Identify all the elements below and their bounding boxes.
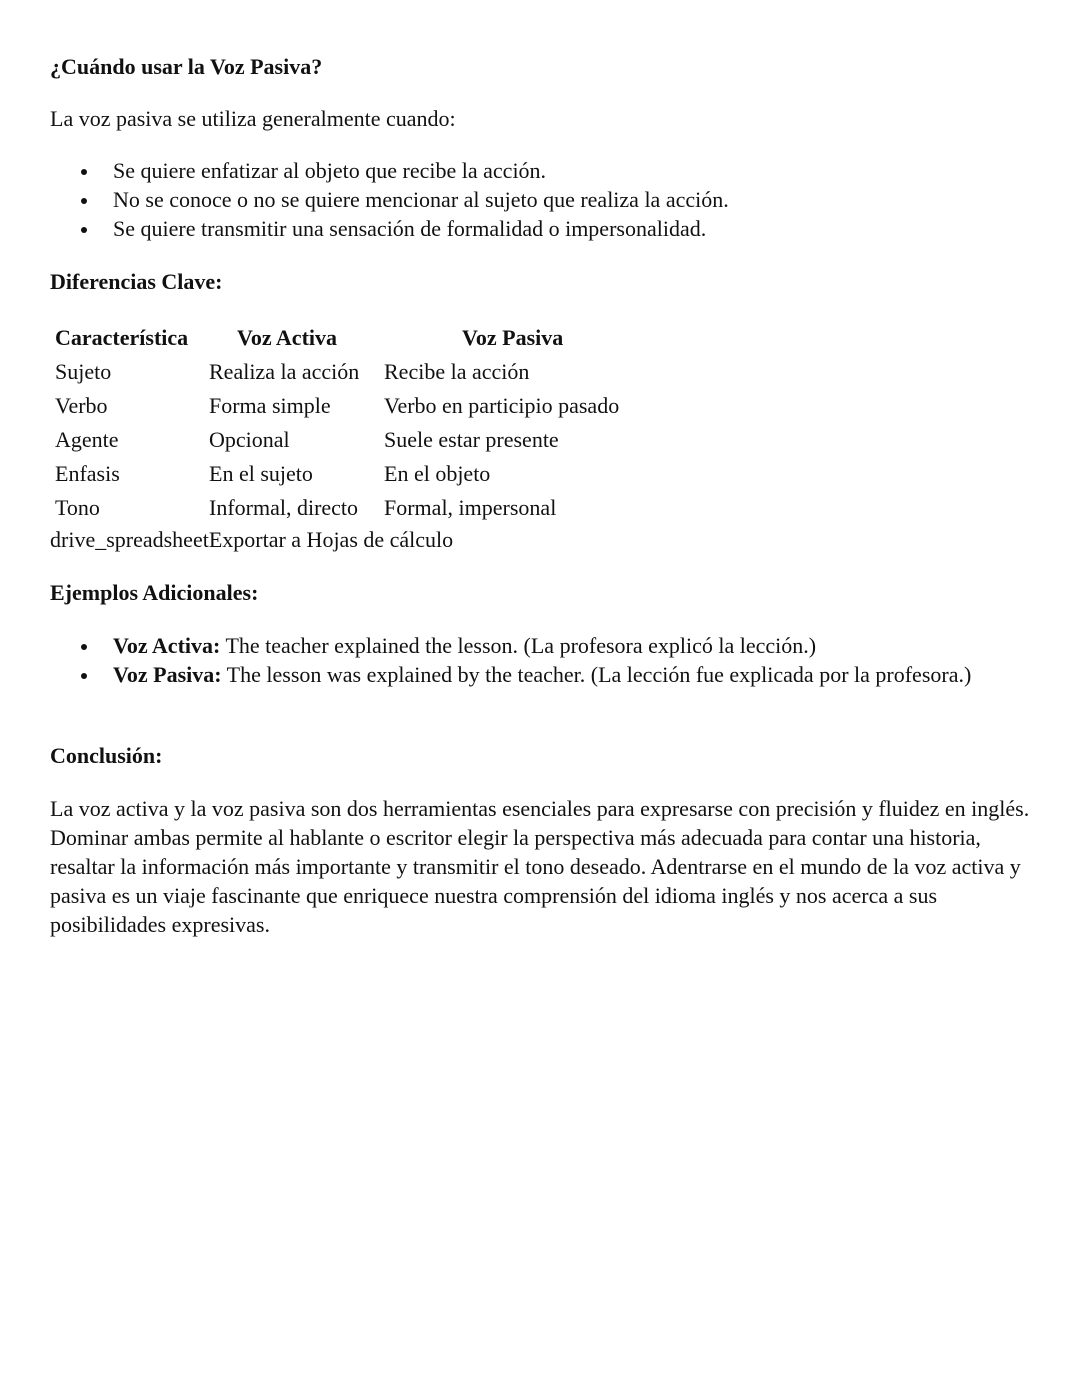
section-title: ¿Cuándo usar la Voz Pasiva? [50, 54, 323, 79]
conclusion-wrap [50, 794, 1035, 939]
table-header-cell: Característica [55, 325, 189, 350]
table-cell: Formal, impersonal [384, 495, 557, 520]
list-item: No se conoce o no se quiere mencionar al sujeto que realiza la acción. [50, 185, 1030, 214]
table-cell: Suele estar presente [384, 427, 559, 452]
table-cell: Informal, directo [209, 495, 359, 520]
conclusion-paragraph: La voz activa y la voz pasiva son dos herramientas esenciales para expresarse con precisión y fluidez en inglés. Dominar ambas permite al hablante o escritor elegir la perspectiva más adecuada para contar una historia, resaltar la información más importante y transmitir el tono deseado. Adentrarse en el mundo de la voz activa y pasiva es un viaje fascinante que enriquece nuestra comprensión del idioma inglés y nos acerca a sus posibilidades expresivas. [50, 796, 1030, 937]
table-cell: Verbo en participio pasado [384, 393, 620, 418]
table-row [55, 423, 684, 457]
list-item [50, 660, 1030, 689]
table-header-cell: Voz Pasiva [462, 325, 564, 350]
table-cell: Opcional [209, 427, 290, 452]
list-item [50, 631, 1030, 660]
table-cell: En el objeto [384, 461, 491, 486]
section-conclusion [50, 741, 162, 770]
table-row [55, 389, 684, 423]
table-row [55, 355, 684, 389]
list-item: Se quiere enfatizar al objeto que recibe la acción. [50, 156, 1030, 185]
differences-table [55, 321, 684, 525]
table-header-row [55, 321, 684, 355]
example-text: The teacher explained the lesson. (La profesora explicó la lección.) [220, 633, 817, 658]
table-cell: Agente [55, 427, 119, 452]
examples-list [50, 631, 1030, 689]
table-cell: Enfasis [55, 461, 120, 486]
usage-list [50, 156, 1030, 243]
table-header-cell: Voz Activa [237, 325, 338, 350]
table-cell: Tono [55, 495, 100, 520]
example-label: Voz Activa: [113, 633, 221, 658]
list-item: Se quiere transmitir una sensación de formalidad o impersonalidad. [50, 214, 1030, 243]
section-examples [50, 578, 258, 607]
example-text: The lesson was explained by the teacher. (La lección fue explicada por la profesora.) [221, 662, 972, 687]
section-when-passive [50, 52, 322, 81]
section-differences [50, 267, 223, 296]
intro-paragraph-wrap [50, 104, 456, 133]
table-cell: Sujeto [55, 359, 112, 384]
example-label: Voz Pasiva: [113, 662, 222, 687]
table-cell: Realiza la acción [209, 359, 360, 384]
table-cell: Verbo [55, 393, 108, 418]
table-row [55, 457, 684, 491]
section-title: Diferencias Clave: [50, 269, 223, 294]
intro-paragraph: La voz pasiva se utiliza generalmente cuando: [50, 106, 456, 131]
section-title: Ejemplos Adicionales: [50, 580, 259, 605]
export-wrap [50, 525, 453, 555]
table-cell: En el sujeto [209, 461, 313, 486]
section-title: Conclusión: [50, 743, 163, 768]
table-cell: Forma simple [209, 393, 331, 418]
table-row [55, 491, 684, 525]
export-to-sheets-link[interactable]: drive_spreadsheetExportar a Hojas de cálculo [50, 527, 454, 552]
table-cell: Recibe la acción [384, 359, 530, 384]
